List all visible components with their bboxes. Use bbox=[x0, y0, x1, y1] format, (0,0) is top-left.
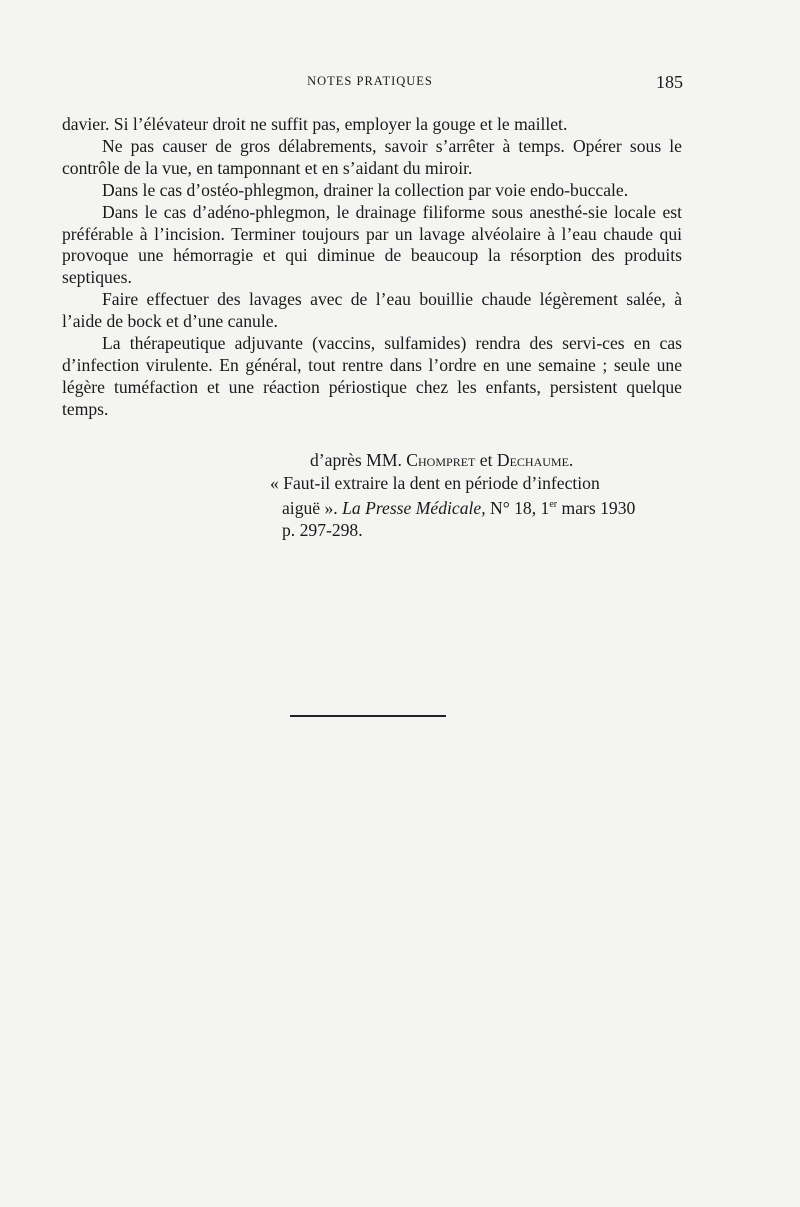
paragraph: Dans le cas d’ostéo-phlegmon, drainer la collection par voie endo-buccale. bbox=[102, 179, 629, 200]
ordinal-suffix: er bbox=[549, 499, 558, 510]
running-head bbox=[60, 72, 683, 94]
journal-name: La Presse Médicale, bbox=[342, 497, 486, 518]
running-title: NOTES PRATIQUES bbox=[307, 74, 433, 88]
author-name: Chompret bbox=[406, 450, 476, 470]
citation-conjunction: et bbox=[479, 450, 493, 470]
issue-number: N° 18, 1 bbox=[490, 497, 550, 518]
citation-source bbox=[270, 494, 690, 519]
paragraph: Faire effectuer des lavages avec de l’eau bouillie chaude légèrement salée, à l’aide de bock et d’une canule. bbox=[62, 289, 682, 332]
paragraph: La thérapeutique adjuvante (vaccins, sulfamides) rendra des servi-ces en cas d’infection virulente. En général, tout rentre dans l’ordre en une semaine ; seule une légère tuméfaction et une réaction périostique chez les enfants, persistent quelque temps. bbox=[62, 333, 682, 419]
issue-date: mars 1930 bbox=[557, 497, 636, 518]
paragraph: davier. Si l’élévateur droit ne suffit pas, employer la gouge et le maillet. bbox=[62, 114, 568, 134]
citation-title-end: aiguë ». bbox=[282, 497, 338, 518]
page-number: 185 bbox=[656, 72, 683, 92]
body-text bbox=[62, 114, 682, 421]
section-divider bbox=[290, 715, 446, 717]
paragraph: Dans le cas d’adéno-phlegmon, le drainage filiforme sous anesthé-sie locale est préférable à l’incision. Terminer toujours par un lavage alvéolaire à l’eau chaude qui provoque une hémorragie et qui diminue de beaucoup la résorption des produits septiques. bbox=[62, 201, 682, 288]
citation-prefix: d’après MM. bbox=[310, 450, 402, 470]
citation-pages: p. 297-298. bbox=[282, 520, 363, 541]
citation-authors bbox=[270, 449, 690, 472]
citation bbox=[270, 449, 690, 542]
paragraph: Ne pas causer de gros délabrements, savoir s’arrêter à temps. Opérer sous le contrôle de la vue, en tamponnant et en s’aidant du miroir. bbox=[62, 135, 682, 178]
citation-title: « Faut-il extraire la dent en période d’infection bbox=[270, 472, 600, 493]
author-name: Dechaume. bbox=[496, 450, 574, 470]
